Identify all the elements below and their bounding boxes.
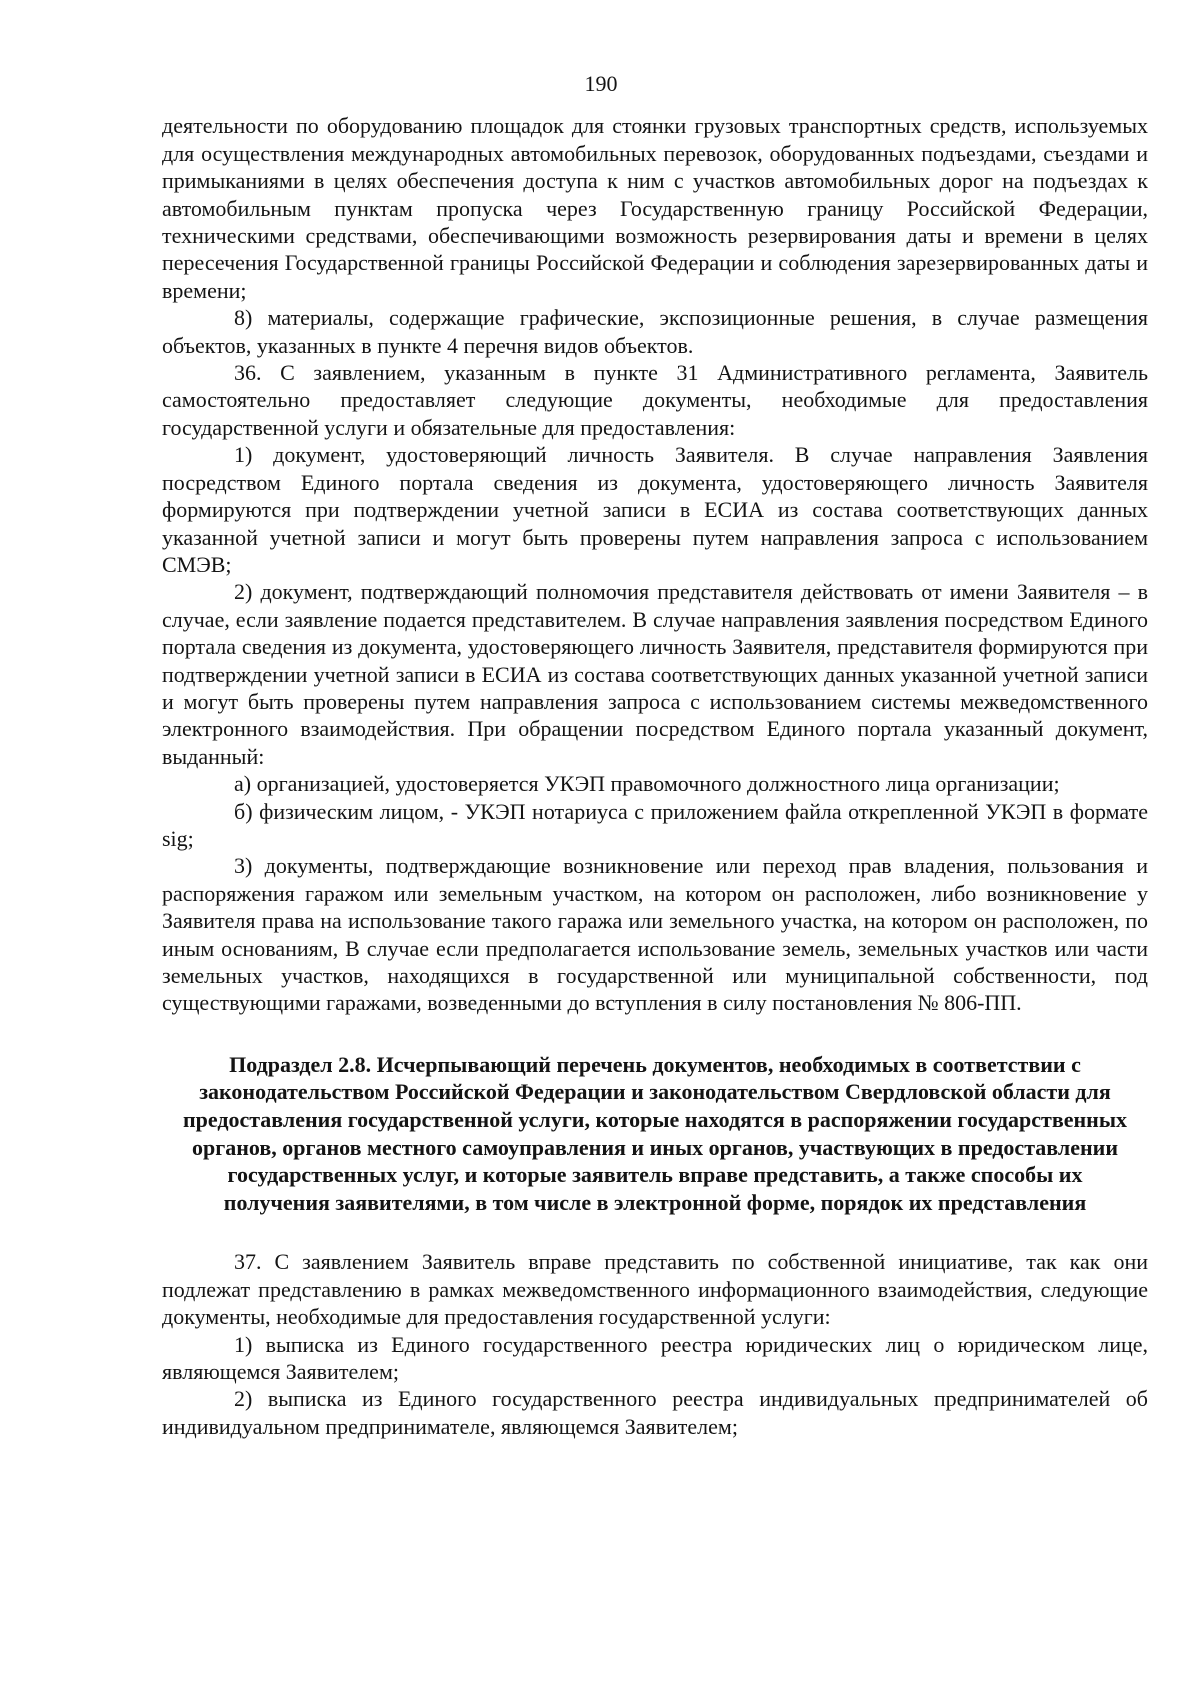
paragraph-item-a: а) организацией, удостоверяется УКЭП правомочного должностного лица организации; <box>234 771 1060 797</box>
page-number: 190 <box>584 71 618 96</box>
top-text-block <box>162 112 1148 1016</box>
paragraph-item-8: 8) материалы, содержащие графические, экспозиционные решения, в случае размещения объектов, указанных в пункте 4 перечня видов объектов. <box>162 305 1148 358</box>
paragraph-item-3: 3) документы, подтверждающие возникновение или переход прав владения, пользования и распоряжения гаражом или земельным участком, на котором он расположен, либо возникновение у Заявителя права на использование такого гаража или земельного участка, на котором он расположен, по иным основаниям, В случае если предполагается использование земель, земельных участков или части земельных участков, находящихся в государственной или муниципальной собственности, под существующими гаражами, возведенными до вступления в силу постановления № 806-ПП. <box>162 853 1148 1016</box>
paragraph-continuation: деятельности по оборудованию площадок для стоянки грузовых транспортных средств, используемых для осуществления международных автомобильных перевозок, оборудованных подъездами, съездами и примыканиями в целях обеспечения доступа к ним с участков автомобильных дорог на подъездах к автомобильным пунктам пропуска через Государственную границу Российской Федерации, техническими средствами, обеспечивающими возможность резервирования даты и времени в целях пересечения Государственной границы Российской Федерации и соблюдения зарезервированных даты и времени; <box>162 113 1148 303</box>
paragraph-item-2: 2) документ, подтверждающий полномочия представителя действовать от имени Заявителя – в случае, если заявление подается представителем. В случае направления заявления посредством Единого портала сведения из документа, удостоверяющего личность Заявителя, представителя формируются при подтверждении учетной записи в ЕСИА из состава соответствующих данных указанной учетной записи и могут быть проверены путем направления запроса с использованием системы межведомственного электронного взаимодействия. При обращении посредством Единого портала указанный документ, выданный: <box>162 579 1148 769</box>
paragraph-item-1-egrul: 1) выписка из Единого государственного реестра юридических лиц о юридическом лице, являющемся Заявителем; <box>162 1331 1148 1384</box>
paragraph-item-1: 1) документ, удостоверяющий личность Заявителя. В случае направления Заявления посредством Единого портала сведения из документа, удостоверяющего личность Заявителя формируются при подтверждении учетной записи в ЕСИА из состава соответствующих данных указанной учетной записи и могут быть проверены путем направления запроса с использованием СМЭВ; <box>162 442 1148 577</box>
paragraph-clause-37: 37. С заявлением Заявитель вправе представить по собственной инициативе, так как они подлежат представлению в рамках межведомственного информационного взаимодействия, следующие документы, необходимые для предоставления государственной услуги: <box>162 1249 1148 1330</box>
paragraph-item-b: б) физическим лицом, - УКЭП нотариуса с приложением файла открепленной УКЭП в формате sig; <box>162 798 1148 851</box>
bottom-text-block <box>162 1248 1148 1440</box>
section-heading: Подраздел 2.8. Исчерпывающий перечень документов, необходимых в соответствии с законодательством Российской Федерации и законодательством Свердловской области для предоставления государственной услуги, которые находятся в распоряжении государственных органов, органов местного самоуправления и иных органов, участвующих в предоставлении государственных услуг, и которые заявитель вправе представить, а также способы их получения заявителями, в том числе в электронной форме, порядок их представления <box>182 1051 1128 1215</box>
paragraph-item-2-egrip: 2) выписка из Единого государственного реестра индивидуальных предпринимателей об индивидуальном предпринимателе, являющемся Заявителем; <box>162 1386 1148 1439</box>
paragraph-clause-36: 36. С заявлением, указанным в пункте 31 Административного регламента, Заявитель самостоятельно предоставляет следующие документы, необходимые для предоставления государственной услуги и обязательные для предоставления: <box>162 360 1148 440</box>
